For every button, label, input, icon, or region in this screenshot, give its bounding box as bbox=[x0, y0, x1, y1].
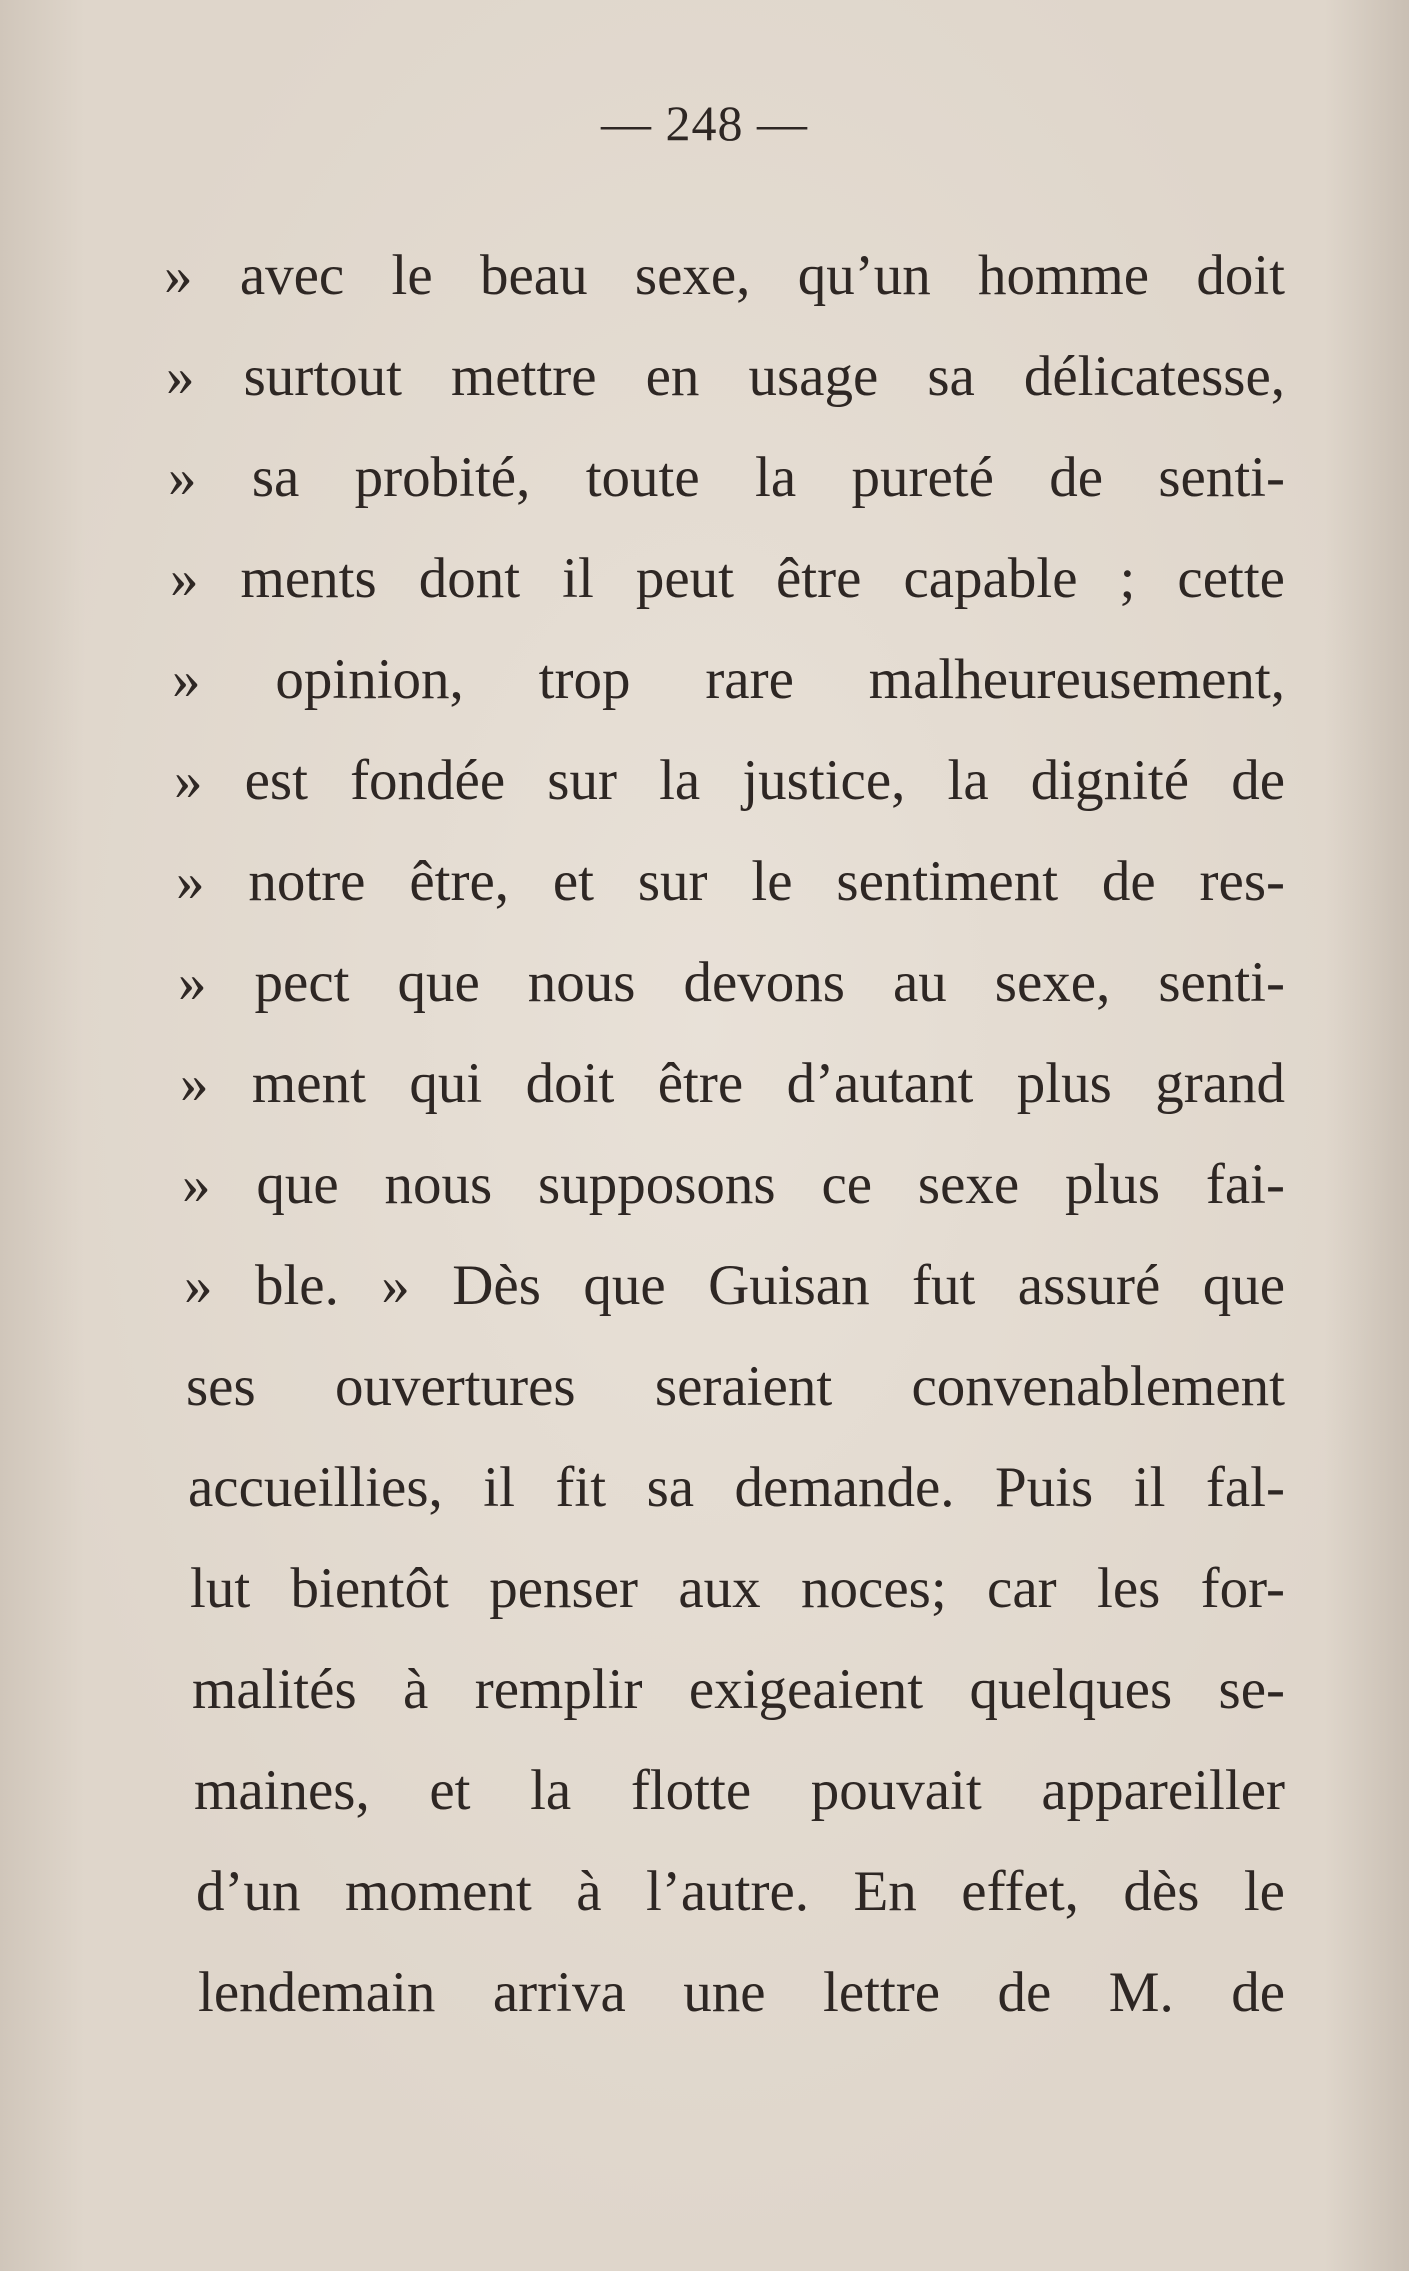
text-line: accueillies, il fit sa demande. Puis il fal- bbox=[188, 1456, 1285, 1519]
text-line: » surtout mettre en usage sa délicatesse, bbox=[166, 345, 1285, 408]
text-line: » notre être, et sur le sentiment de res- bbox=[176, 850, 1285, 913]
text-line: » opinion, trop rare malheureusement, bbox=[172, 648, 1285, 711]
text-line: d’un moment à l’autre. En effet, dès le bbox=[196, 1860, 1285, 1923]
text-line: maines, et la flotte pouvait appareiller bbox=[194, 1759, 1285, 1822]
text-line: » avec le beau sexe, qu’un homme doit bbox=[164, 244, 1285, 307]
text-line: » ment qui doit être d’autant plus grand bbox=[180, 1052, 1285, 1115]
text-line: » ble. » Dès que Guisan fut assuré que bbox=[184, 1254, 1285, 1317]
body-text bbox=[160, 225, 1285, 2043]
text-line: lendemain arriva une lettre de M. de bbox=[198, 1961, 1285, 2024]
text-line: lut bientôt penser aux noces; car les for- bbox=[190, 1557, 1285, 1620]
text-line: » que nous supposons ce sexe plus fai- bbox=[182, 1153, 1285, 1216]
text-line: » pect que nous devons au sexe, senti- bbox=[178, 951, 1285, 1014]
text-line: ses ouvertures seraient convenablement bbox=[186, 1355, 1285, 1418]
text-line: » sa probité, toute la pureté de senti- bbox=[168, 446, 1285, 509]
text-line: malités à remplir exigeaient quelques se- bbox=[192, 1658, 1285, 1721]
text-line: » est fondée sur la justice, la dignité de bbox=[174, 749, 1285, 812]
text-line: » ments dont il peut être capable ; cette bbox=[170, 547, 1285, 610]
page-number: — 248 — bbox=[601, 95, 808, 151]
